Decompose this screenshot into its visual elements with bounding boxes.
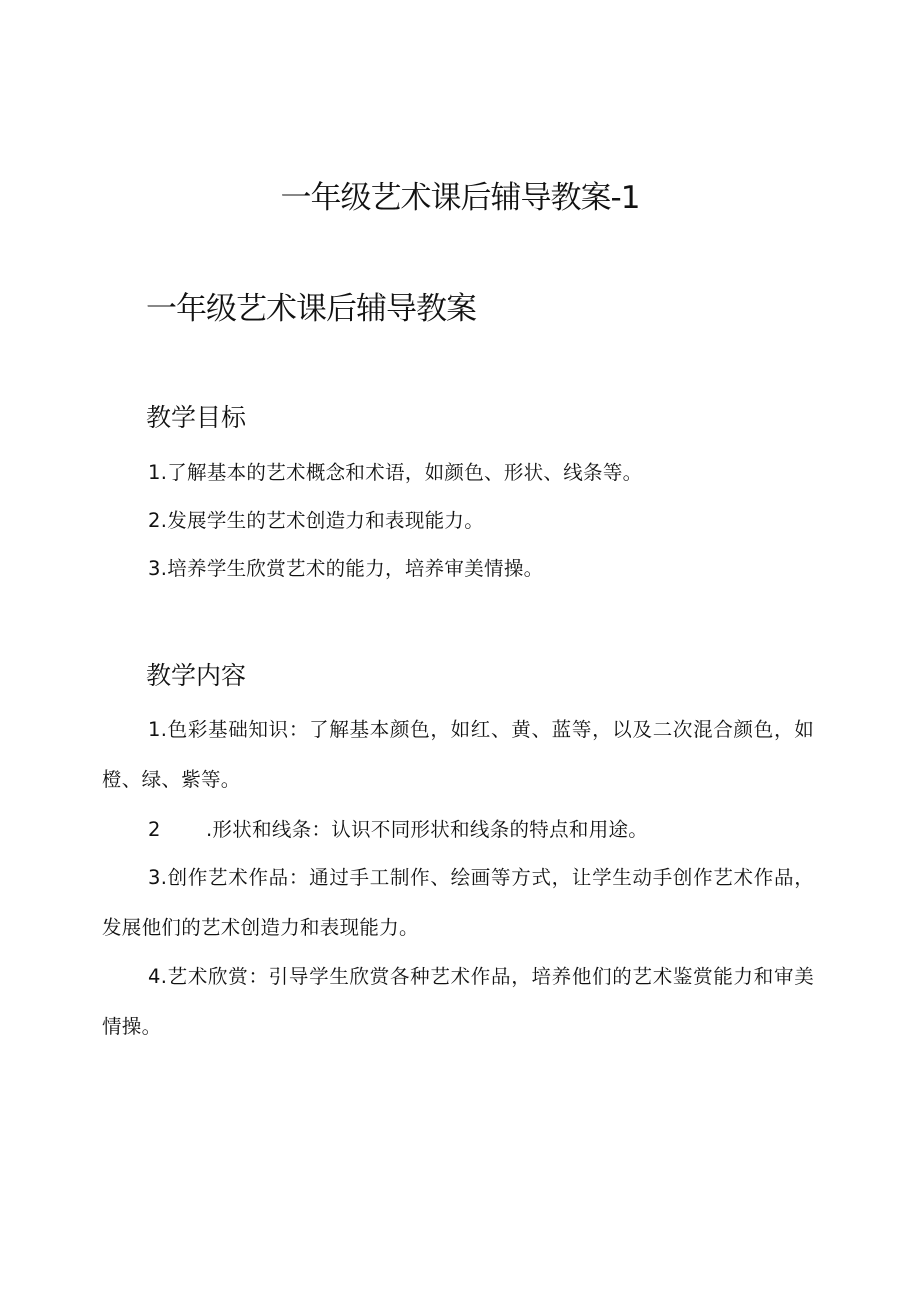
section-heading-content: 教学内容 — [146, 661, 247, 690]
content-item-text: .形状和线条：认识不同形状和线条的特点和用途。 — [206, 818, 649, 841]
goal-item-number: 2 — [148, 509, 161, 532]
content-item — [102, 853, 814, 953]
content-item — [102, 952, 814, 1052]
content-item-text: .艺术欣赏：引导学生欣赏各种艺术作品，培养他们的艺术鉴赏能力和审美情操。 — [102, 965, 814, 1038]
goal-item-number: 3 — [148, 557, 161, 580]
main-heading: 一年级艺术课后辅导教案 — [146, 291, 476, 327]
goal-item-number: 1 — [148, 461, 161, 484]
content-item — [102, 805, 814, 855]
goal-item — [102, 448, 814, 498]
goal-item — [102, 496, 814, 546]
content-item — [102, 705, 814, 805]
content-item-number: 1 — [148, 718, 161, 741]
content-item-number: 3 — [148, 866, 161, 889]
goal-item-text: .了解基本的艺术概念和术语，如颜色、形状、线条等。 — [160, 461, 643, 484]
content-item-number: 4 — [148, 965, 161, 988]
document-title: 一年级艺术课后辅导教案-1 — [280, 180, 640, 216]
goal-item-text: .发展学生的艺术创造力和表现能力。 — [160, 509, 485, 532]
content-item-number: 2 — [148, 818, 161, 841]
section-heading-goals: 教学目标 — [146, 403, 247, 432]
goal-item — [102, 544, 814, 594]
content-item-text: .色彩基础知识：了解基本颜色，如红、黄、蓝等，以及二次混合颜色，如橙、绿、紫等。 — [102, 718, 814, 791]
content-item-text: .创作艺术作品：通过手工制作、绘画等方式，让学生动手创作艺术作品，发展他们的艺术创造力和表现能力。 — [102, 866, 814, 939]
goal-item-text: .培养学生欣赏艺术的能力，培养审美情操。 — [160, 557, 544, 580]
